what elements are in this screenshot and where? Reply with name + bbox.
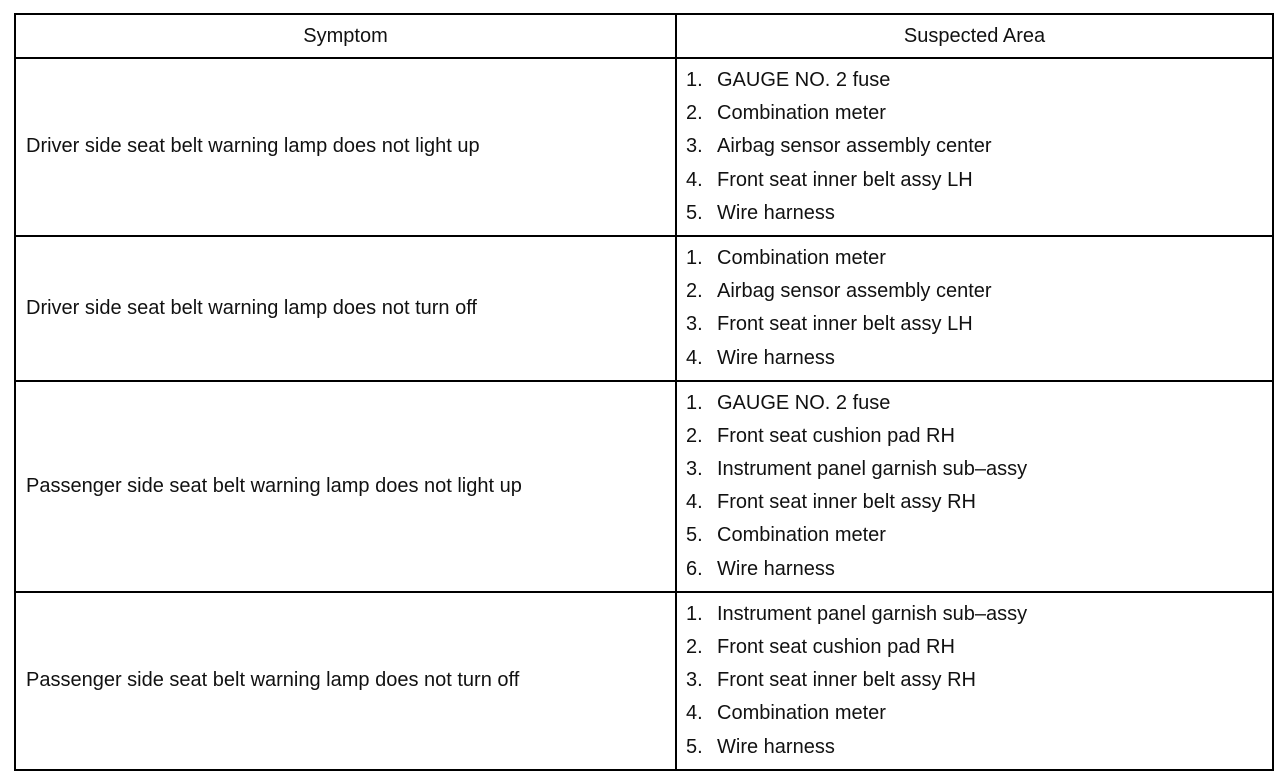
symptom-cell: Passenger side seat belt warning lamp does not light up — [15, 381, 676, 592]
list-item — [686, 486, 1272, 519]
list-text: Front seat cushion pad RH — [717, 636, 955, 658]
list-number: 1. — [686, 246, 703, 269]
list-number: 4. — [686, 491, 703, 514]
list-text: Airbag sensor assembly center — [717, 280, 992, 303]
list-text: Combination meter — [717, 524, 886, 547]
symptom-cell: Driver side seat belt warning lamp does not light up — [15, 58, 676, 236]
list-text: Wire harness — [717, 557, 835, 580]
list-item — [686, 519, 1272, 552]
list-item — [686, 64, 1272, 97]
list-item — [686, 697, 1272, 730]
list-text: Airbag sensor assembly center — [717, 135, 992, 158]
list-text: Combination meter — [717, 246, 886, 269]
suspected-area-header: Suspected Area — [676, 14, 1273, 58]
list-text: Front seat inner belt assy RH — [717, 669, 976, 692]
list-number: 6. — [686, 557, 703, 580]
table-row — [15, 236, 1273, 381]
list-number: 4. — [686, 168, 703, 191]
list-number: 4. — [686, 346, 703, 369]
table-row — [15, 592, 1273, 770]
list-text: Wire harness — [717, 735, 835, 758]
list-number: 2. — [686, 636, 703, 658]
list-item — [686, 197, 1272, 230]
list-number: 3. — [686, 135, 703, 158]
list-text: Front seat cushion pad RH — [717, 424, 955, 447]
list-number: 5. — [686, 735, 703, 758]
list-item — [686, 631, 1272, 664]
list-item — [686, 130, 1272, 163]
list-number: 2. — [686, 280, 703, 303]
list-item — [686, 242, 1272, 275]
list-item — [686, 97, 1272, 130]
list-text: Front seat inner belt assy LH — [717, 168, 973, 191]
suspected-area-cell — [676, 592, 1273, 770]
list-text: Front seat inner belt assy RH — [717, 491, 976, 514]
list-number: 5. — [686, 524, 703, 547]
suspected-area-cell — [676, 58, 1273, 236]
list-text: Wire harness — [717, 201, 835, 224]
table-row — [15, 381, 1273, 592]
list-number: 3. — [686, 458, 703, 481]
list-item — [686, 308, 1272, 341]
list-number: 1. — [686, 69, 703, 91]
list-number: 5. — [686, 201, 703, 224]
list-text: Combination meter — [717, 702, 886, 725]
symptom-cell: Passenger side seat belt warning lamp does not turn off — [15, 592, 676, 770]
list-text: Instrument panel garnish sub–assy — [717, 602, 1028, 625]
list-item — [686, 342, 1272, 375]
list-number: 4. — [686, 702, 703, 725]
list-text: Combination meter — [717, 102, 886, 125]
suspected-area-cell — [676, 236, 1273, 381]
list-item — [686, 420, 1272, 453]
list-number: 2. — [686, 102, 703, 125]
list-item — [686, 275, 1272, 308]
table-row — [15, 58, 1273, 236]
list-item — [686, 387, 1272, 420]
list-number: 3. — [686, 313, 703, 336]
list-number: 1. — [686, 391, 703, 414]
list-item — [686, 553, 1272, 586]
list-item — [686, 164, 1272, 197]
symptom-header: Symptom — [15, 14, 676, 58]
header-row — [15, 14, 1273, 58]
symptom-table — [14, 13, 1274, 771]
list-text: Front seat inner belt assy LH — [717, 313, 973, 336]
list-number: 1. — [686, 602, 703, 625]
list-text: Instrument panel garnish sub–assy — [717, 458, 1028, 481]
list-item — [686, 664, 1272, 697]
symptom-cell: Driver side seat belt warning lamp does not turn off — [15, 236, 676, 381]
list-number: 2. — [686, 424, 703, 447]
list-number: 3. — [686, 669, 703, 692]
list-item — [686, 453, 1272, 486]
list-item — [686, 731, 1272, 764]
list-text: GAUGE NO. 2 fuse — [717, 391, 891, 414]
list-item — [686, 598, 1272, 631]
list-text: Wire harness — [717, 346, 835, 369]
suspected-area-cell — [676, 381, 1273, 592]
list-text: GAUGE NO. 2 fuse — [717, 69, 891, 91]
